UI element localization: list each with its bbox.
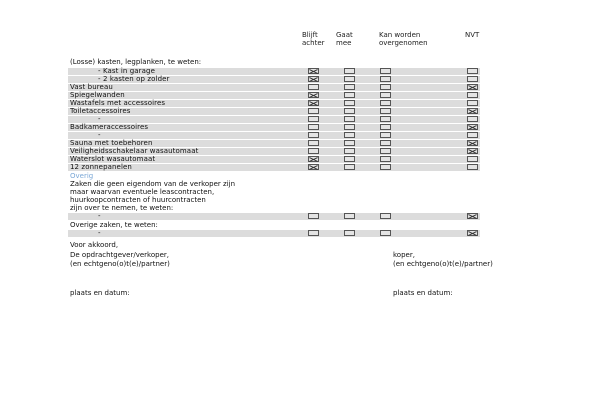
leases-text-line: huurkoopcontracten of huurcontracten [70,196,206,204]
checkbox-gaat-mee[interactable] [344,124,355,130]
table-row [68,156,480,163]
checkbox-kan-worden-overgenomen[interactable] [380,140,391,146]
checkbox-gaat-mee[interactable] [344,140,355,146]
checkbox-gaat-mee[interactable] [344,108,355,114]
checkbox-nvt[interactable] [467,92,478,98]
checkbox-gaat-mee[interactable] [344,116,355,122]
table-row [68,148,480,155]
seller-title: De opdrachtgever/verkoper, [70,251,169,259]
checkbox-gaat-mee[interactable] [344,148,355,154]
checkbox-nvt[interactable] [467,132,478,138]
table-row [68,108,480,115]
overig-heading: Overig [70,172,94,180]
buyer-place-date: plaats en datum: [393,289,453,297]
table-row [68,230,480,237]
checkbox-kan-worden-overgenomen[interactable] [380,132,391,138]
row-label: Vast bureau [70,83,113,91]
checkbox-nvt[interactable] [467,230,478,236]
checkbox-blijft-achter[interactable] [308,108,319,114]
row-label: Spiegelwanden [70,91,125,99]
table-row [68,84,480,91]
table-row [68,124,480,131]
checkbox-gaat-mee[interactable] [344,213,355,219]
table-row [68,68,480,75]
column-header-kan-worden-overgenomen [379,31,428,47]
checkbox-kan-worden-overgenomen[interactable] [380,108,391,114]
row-label: Toiletaccessoires [70,107,131,115]
leases-text-line: zijn over te nemen, te weten: [70,204,174,212]
checkbox-kan-worden-overgenomen[interactable] [380,164,391,170]
checkbox-gaat-mee[interactable] [344,156,355,162]
checkbox-nvt[interactable] [467,124,478,130]
row-label: Wastafels met accessoires [70,99,166,107]
table-row [68,76,480,83]
checkbox-blijft-achter[interactable] [308,68,319,74]
checkbox-kan-worden-overgenomen[interactable] [380,68,391,74]
checkbox-kan-worden-overgenomen[interactable] [380,156,391,162]
buyer-title: koper, [393,251,415,259]
row-label: Badkameraccessoires [70,123,149,131]
checkbox-blijft-achter[interactable] [308,230,319,236]
section-heading-kasten: (Losse) kasten, legplanken, te weten: [70,58,202,66]
table-row [68,140,480,147]
row-label: Veiligheidsschakelaar wasautomaat [70,147,199,155]
checkbox-blijft-achter[interactable] [308,84,319,90]
checkbox-gaat-mee[interactable] [344,100,355,106]
checkbox-blijft-achter[interactable] [308,132,319,138]
column-header-line: NVT [465,31,480,39]
checkbox-blijft-achter[interactable] [308,140,319,146]
checkbox-blijft-achter[interactable] [308,100,319,106]
checkbox-gaat-mee[interactable] [344,76,355,82]
checkbox-kan-worden-overgenomen[interactable] [380,124,391,130]
checkbox-blijft-achter[interactable] [308,213,319,219]
row-label: - [98,115,101,123]
row-label: Sauna met toebehoren [70,139,153,147]
table-row [68,116,480,123]
column-header-nvt [465,31,479,39]
seller-place-date: plaats en datum: [70,289,130,297]
row-label: - Kast in garage [98,67,155,75]
table-row [68,164,480,171]
column-header-line: overgenomen [379,39,428,47]
checkbox-blijft-achter[interactable] [308,124,319,130]
checkbox-blijft-achter[interactable] [308,76,319,82]
row-label: - [98,131,101,139]
column-header-line: Blijft [302,31,318,39]
checkbox-nvt[interactable] [467,140,478,146]
checkbox-nvt[interactable] [467,148,478,154]
row-label: Waterslot wasautomaat [70,155,156,163]
checkbox-nvt[interactable] [467,84,478,90]
column-header-blijft-achter [302,31,325,47]
checkbox-nvt[interactable] [467,76,478,82]
seller-partner: (en echtgeno(o)t(e)/partner) [70,260,170,268]
row-label: - [98,229,101,237]
checkbox-kan-worden-overgenomen[interactable] [380,100,391,106]
column-header-gaat-mee [336,31,353,47]
table-row [68,100,480,107]
checkbox-blijft-achter[interactable] [308,164,319,170]
checkbox-nvt[interactable] [467,213,478,219]
checkbox-blijft-achter[interactable] [308,156,319,162]
checkbox-kan-worden-overgenomen[interactable] [380,148,391,154]
column-header-line: mee [336,39,352,47]
agreement-text: Voor akkoord, [70,241,119,249]
checkbox-kan-worden-overgenomen[interactable] [380,116,391,122]
checkbox-gaat-mee[interactable] [344,84,355,90]
checkbox-kan-worden-overgenomen[interactable] [380,92,391,98]
checkbox-blijft-achter[interactable] [308,92,319,98]
column-header-line: Kan worden [379,31,421,39]
checkbox-nvt[interactable] [467,108,478,114]
column-header-line: achter [302,39,325,47]
leases-text-line: maar waarvan eventuele leascontracten, [70,188,215,196]
checkbox-blijft-achter[interactable] [308,116,319,122]
checkbox-nvt[interactable] [467,164,478,170]
checkbox-gaat-mee[interactable] [344,92,355,98]
checkbox-gaat-mee[interactable] [344,230,355,236]
table-row [68,92,480,99]
row-label: 12 zonnepanelen [70,163,132,171]
checkbox-kan-worden-overgenomen[interactable] [380,76,391,82]
checkbox-gaat-mee[interactable] [344,164,355,170]
checkbox-kan-worden-overgenomen[interactable] [380,213,391,219]
checkbox-kan-worden-overgenomen[interactable] [380,84,391,90]
checkbox-nvt[interactable] [467,156,478,162]
checkbox-nvt[interactable] [467,100,478,106]
checkbox-nvt[interactable] [467,68,478,74]
leases-text-line: Zaken die geen eigendom van de verkoper zijn [70,180,236,188]
checkbox-blijft-achter[interactable] [308,148,319,154]
row-label: - [98,212,101,220]
table-row [68,213,480,220]
checkbox-gaat-mee[interactable] [344,68,355,74]
checkbox-kan-worden-overgenomen[interactable] [380,230,391,236]
checkbox-nvt[interactable] [467,116,478,122]
row-label: - 2 kasten op zolder [98,75,170,83]
other-heading: Overige zaken, te weten: [70,221,158,229]
buyer-partner: (en echtgeno(o)t(e)/partner) [393,260,493,268]
table-row [68,132,480,139]
checkbox-gaat-mee[interactable] [344,132,355,138]
column-header-line: Gaat [336,31,353,39]
